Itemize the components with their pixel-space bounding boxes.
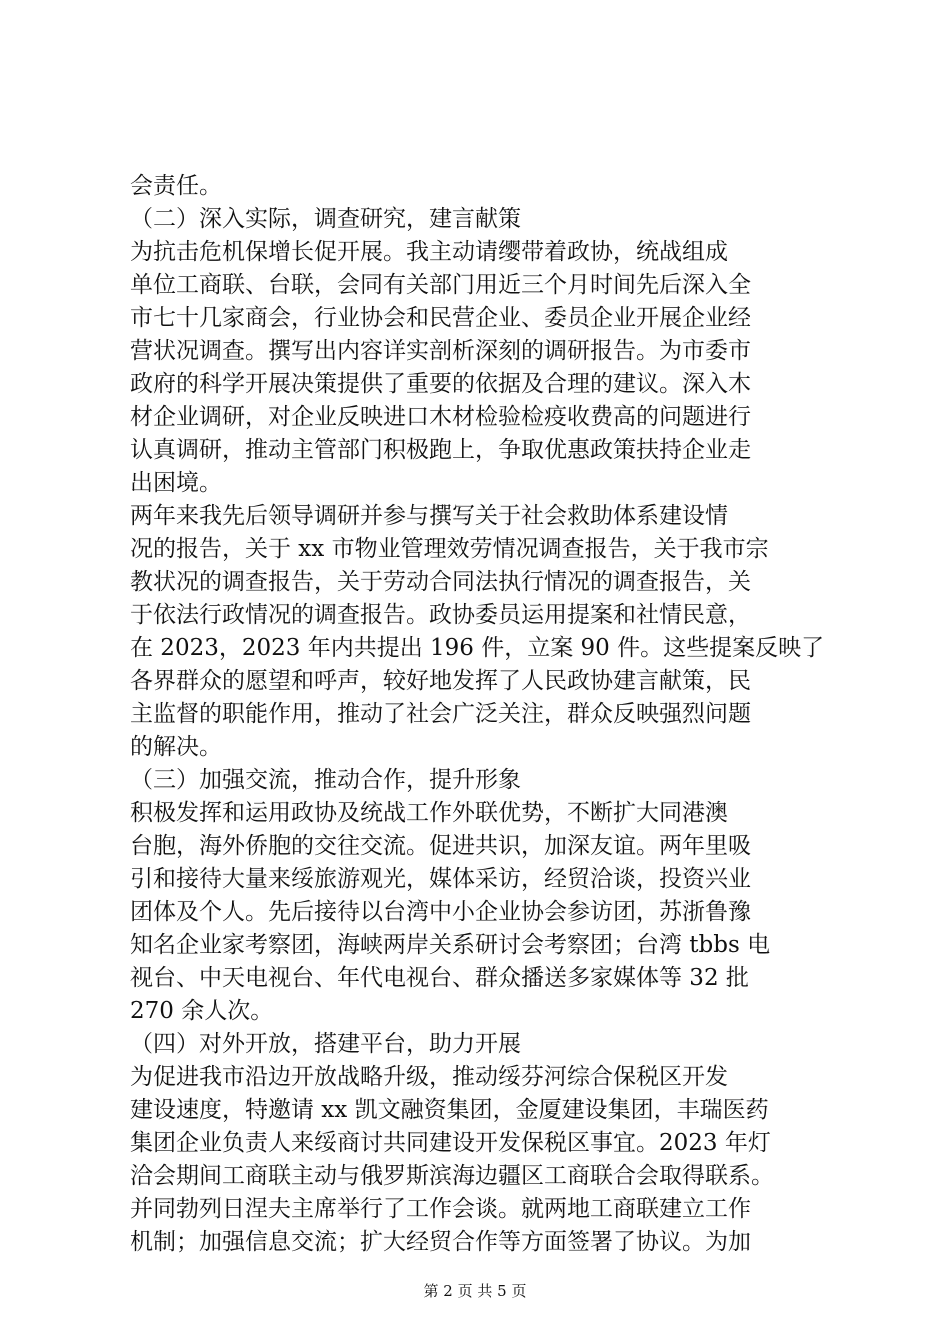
text-line: 为抗击危机保增长促开展。我主动请缨带着政协，统战组成 [130,239,728,265]
text-line: 市七十几家商会，行业协会和民营企业、委员企业开展企业经 [130,305,751,331]
section-heading: （三）加强交流，推动合作，提升形象 [130,767,521,793]
section-heading: （四）对外开放，搭建平台，助力开展 [130,1031,521,1057]
text-line: 政府的科学开展决策提供了重要的依据及合理的建议。深入木 [130,371,751,397]
text-line: 台胞，海外侨胞的交往交流。促进共识，加深友谊。两年里吸 [130,833,751,859]
text-line: 单位工商联、台联，会同有关部门用近三个月时间先后深入全 [130,272,751,298]
text-line: 积极发挥和运用政协及统战工作外联优势，不断扩大同港澳 [130,800,728,826]
text-line: 知名企业家考察团，海峡两岸关系研讨会考察团；台湾 tbbs 电 [130,932,771,958]
text-line: 270 余人次。 [130,998,274,1024]
text-line: 各界群众的愿望和呼声，较好地发挥了人民政协建言献策，民 [130,668,751,694]
text-line: 主监督的职能作用，推动了社会广泛关注，群众反映强烈问题 [130,701,751,727]
text-line: 洽会期间工商联主动与俄罗斯滨海边疆区工商联合会取得联系。 [130,1163,774,1189]
text-line: 会责任。 [130,173,222,199]
text-line: 建设速度，特邀请 xx 凯文融资集团，金厦建设集团，丰瑞医药 [130,1097,769,1123]
section-heading: （二）深入实际，调查研究，建言献策 [130,206,521,232]
text-line: 于依法行政情况的调查报告。政协委员运用提案和社情民意， [130,602,751,628]
text-line: 的解决。 [130,734,222,760]
text-line: 材企业调研，对企业反映进口木材检验检疫收费高的问题进行 [130,404,751,430]
text-line: 集团企业负责人来绥商讨共同建设开发保税区事宜。2023 年灯 [130,1130,771,1156]
page-number-footer: 第 2 页 共 5 页 [423,1282,527,1300]
text-line: 团体及个人。先后接待以台湾中小企业协会参访团，苏浙鲁豫 [130,899,751,925]
text-line: 况的报告，关于 xx 市物业管理效劳情况调查报告，关于我市宗 [130,536,769,562]
document-body [130,170,830,1259]
text-line: 引和接待大量来绥旅游观光，媒体采访，经贸洽谈，投资兴业 [130,866,751,892]
text-line: 教状况的调查报告，关于劳动合同法执行情况的调查报告，关 [130,569,751,595]
text-line: 在 2023，2023 年内共提出 196 件，立案 90 件。这些提案反映了 [130,635,825,661]
text-line: 视台、中天电视台、年代电视台、群众播送多家媒体等 32 批 [130,965,749,991]
text-line: 营状况调查。撰写出内容详实剖析深刻的调研报告。为市委市 [130,338,751,364]
text-line: 出困境。 [130,470,222,496]
text-line: 并同勃列日涅夫主席举行了工作会谈。就两地工商联建立工作 [130,1196,751,1222]
text-line: 机制；加强信息交流；扩大经贸合作等方面签署了协议。为加 [130,1229,751,1255]
text-line: 两年来我先后领导调研并参与撰写关于社会救助体系建设情 [130,503,728,529]
text-line: 为促进我市沿边开放战略升级，推动绥芬河综合保税区开发 [130,1064,728,1090]
text-line: 认真调研，推动主管部门积极跑上，争取优惠政策扶持企业走 [130,437,751,463]
